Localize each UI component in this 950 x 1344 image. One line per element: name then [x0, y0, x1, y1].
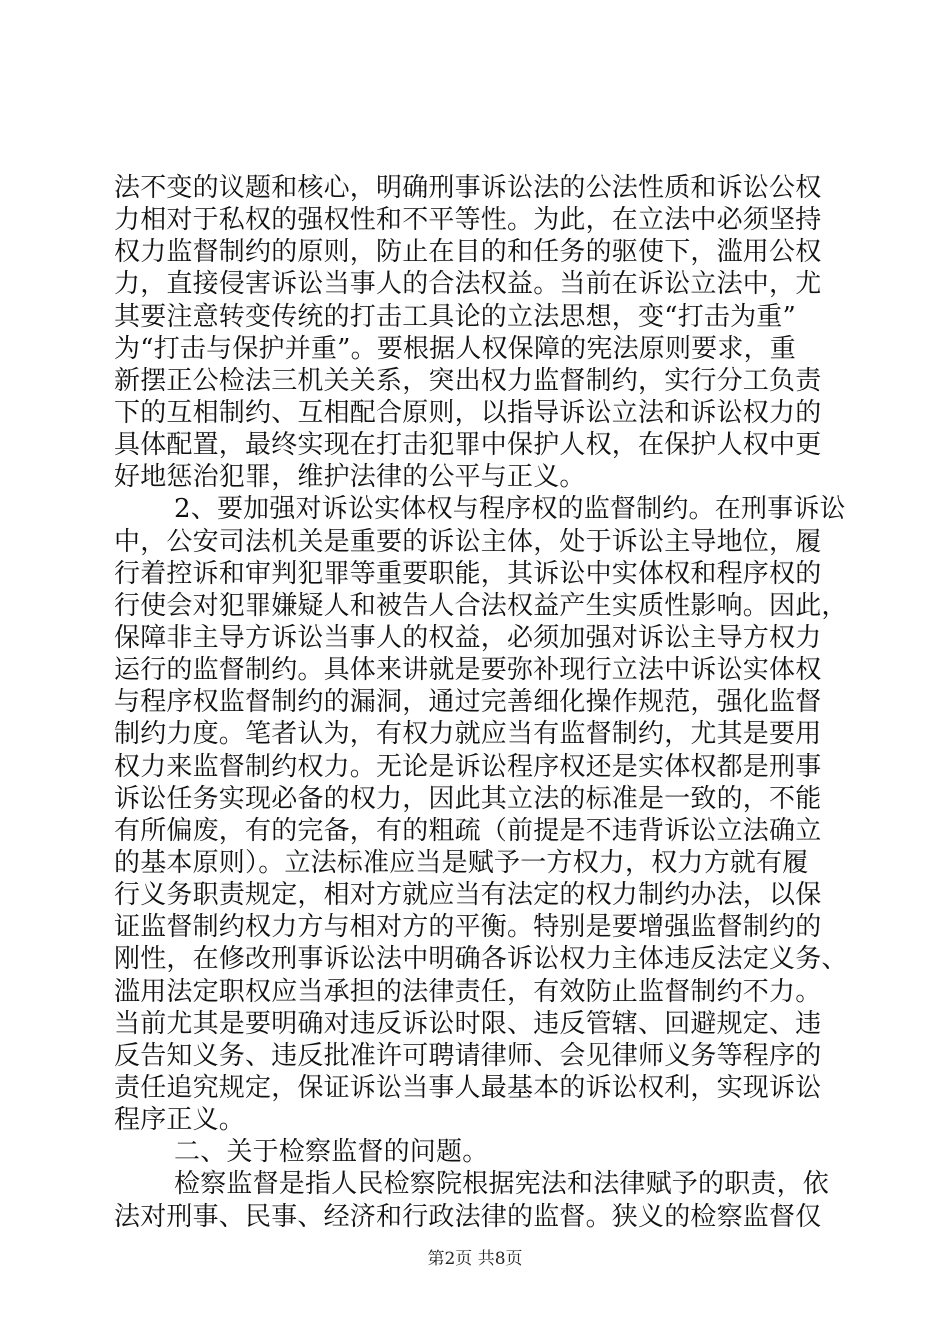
text-line: 滥用法定职权应当承担的法律责任，有效防止监督制约不力。 — [114, 976, 822, 1007]
text-line: 法不变的议题和核心，明确刑事诉讼法的公法性质和诉讼公权 — [114, 173, 822, 203]
text-line: 行义务职责规定，相对方就应当有法定的权力制约办法，以保 — [114, 880, 822, 911]
document-body — [114, 172, 848, 1233]
paragraph-start-line: 检察监督是指人民检察院根据宪法和法律赋予的职责，依 — [174, 1169, 830, 1200]
page-footer — [0, 1244, 950, 1269]
text-line: 诉讼任务实现必备的权力，因此其立法的标准是一致的，不能 — [114, 783, 822, 814]
text-line: 下的互相制约、互相配合原则，以指导诉讼立法和诉讼权力的 — [114, 397, 822, 428]
text-line: 制约力度。笔者认为，有权力就应当有监督制约，尤其是要用 — [114, 719, 822, 750]
page-number-label: 第2页 共8页 — [427, 1249, 523, 1269]
text-line: 中，公安司法机关是重要的诉讼主体，处于诉讼主导地位，履 — [114, 526, 822, 557]
text-line: 反告知义务、违反批准许可聘请律师、会见律师义务等程序的 — [114, 1040, 822, 1071]
text-line: 责任追究规定，保证诉讼当事人最基本的诉讼权利，实现诉讼 — [114, 1072, 822, 1103]
text-line: 运行的监督制约。具体来讲就是要弥补现行立法中诉讼实体权 — [114, 655, 822, 686]
text-line: 保障非主导方诉讼当事人的权益，必须加强对诉讼主导方权力 — [114, 622, 822, 653]
text-line: 好地惩治犯罪，维护法律的公平与正义。 — [114, 462, 586, 493]
text-line: 有所偏废，有的完备，有的粗疏（前提是不违背诉讼立法确立 — [114, 815, 822, 846]
text-line: 具体配置，最终实现在打击犯罪中保护人权，在保护人权中更 — [114, 430, 822, 461]
text-line: 程序正义。 — [114, 1105, 246, 1136]
text-line: 刚性，在修改刑事诉讼法中明确各诉讼权力主体违反法定义务、 — [114, 944, 848, 975]
text-line: 与程序权监督制约的漏洞，通过完善细化操作规范，强化监督 — [114, 687, 822, 718]
text-line: 当前尤其是要明确对违反诉讼时限、违反管辖、回避规定、违 — [114, 1008, 822, 1039]
text-line: 法对刑事、民事、经济和行政法律的监督。狭义的检察监督仅 — [114, 1201, 822, 1232]
text-line: 行使会对犯罪嫌疑人和被告人合法权益产生实质性影响。因此， — [114, 590, 848, 621]
text-line: 的基本原则）。立法标准应当是赋予一方权力，权力方就有履 — [114, 847, 809, 878]
text-line: 权力来监督制约权力。无论是诉讼程序权还是实体权都是刑事 — [114, 751, 822, 782]
text-line: 新摆正公检法三机关关系，突出权力监督制约，实行分工负责 — [114, 365, 822, 396]
text-line: 权力监督制约的原则，防止在目的和任务的驱使下，滥用公权 — [114, 237, 822, 268]
section-heading: 二、关于检察监督的问题。 — [174, 1137, 489, 1168]
text-line: 力，直接侵害诉讼当事人的合法权益。当前在诉讼立法中，尤 — [114, 269, 822, 300]
paragraph-start-line: 2、要加强对诉讼实体权与程序权的监督制约。在刑事诉讼 — [174, 494, 846, 525]
text-line: 行着控诉和审判犯罪等重要职能，其诉讼中实体权和程序权的 — [114, 558, 822, 589]
text-line: 证监督制约权力方与相对方的平衡。特别是要增强监督制约的 — [114, 912, 822, 943]
text-line: 为“打击与保护并重”。要根据人权保障的宪法原则要求，重 — [114, 333, 796, 364]
text-line: 力相对于私权的强权性和不平等性。为此，在立法中必须坚持 — [114, 205, 822, 236]
text-line: 其要注意转变传统的打击工具论的立法思想，变“打击为重” — [114, 301, 796, 332]
